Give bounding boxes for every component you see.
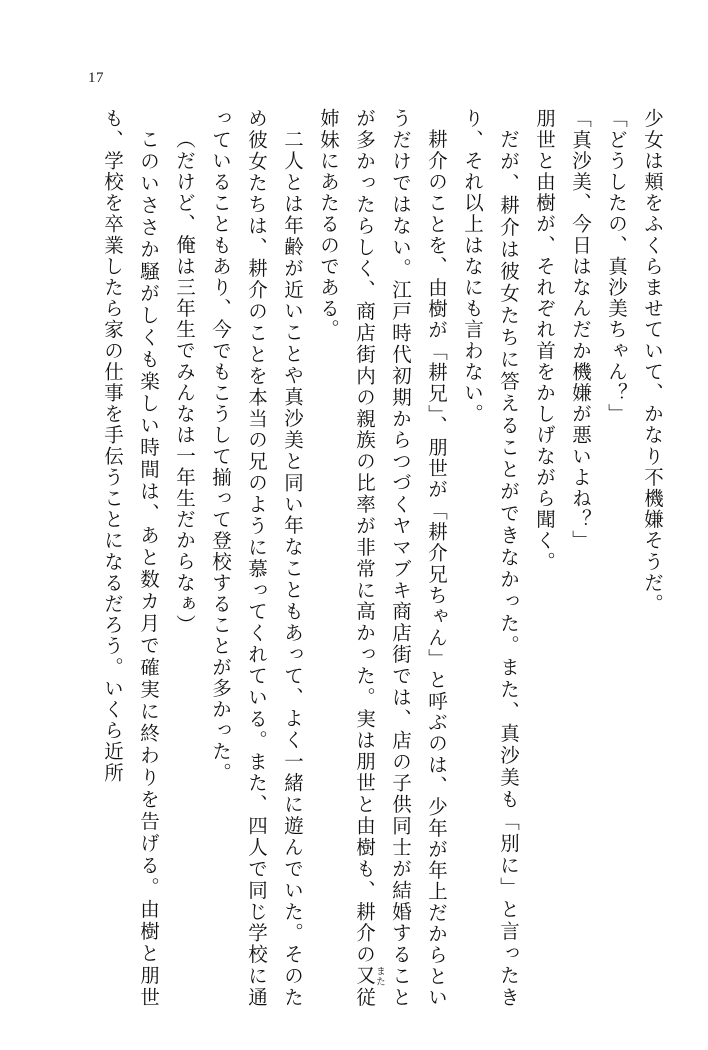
paragraph: このいささか騒がしくも楽しい時間は、あと数カ月で確実に終わりを告げる。由樹と朋世も、学校を卒業したら家の仕事を手伝うことになるだろう。いくら近所: [101, 108, 160, 1008]
page-number: 17: [88, 70, 104, 86]
page-body-text: [70, 108, 670, 1008]
paragraph: だが、耕介は彼女たちに答えることができなかった。また、真沙美も「別に」と言ったきり、それ以上はなにも言わない。: [461, 108, 520, 1008]
paragraph: 耕介のことを、由樹が「耕兄」、朋世が「耕介兄ちゃん」と呼ぶのは、少年が年上だからというだけではない。江戸時代初期からつづくヤマブキ商店街では、店の子供同士が結婚することが多かったらしく、商店街内の親族の比率が非常に高かった。実は朋世と由樹も、耕介の又また従姉妹にあたるのである。: [317, 108, 448, 1008]
ruby-annotation: 又また: [353, 965, 385, 987]
paragraph: 「どうしたの、真沙美ちゃん？」: [605, 108, 628, 425]
paragraph: 二人とは年齢が近いことや真沙美と同い年なこともあって、よく一緒に遊んでいた。そのため彼女たちは、耕介のことを本当の兄のように慕ってくれている。また、四人で同じ学校に通っていることもあり、今でもこうして揃って登校することが多かった。: [209, 108, 304, 1008]
paragraph: 少女は頬をふくらませていて、かなり不機嫌そうだ。: [641, 108, 664, 615]
paragraph: （だけど、俺は三年生でみんなは一年生だからなぁ）: [173, 129, 196, 636]
paragraph: 「真沙美、今日はなんだか機嫌が悪いよね？」: [569, 108, 592, 552]
paragraph: 朋世と由樹が、それぞれ首をかしげながら聞く。: [533, 108, 556, 573]
